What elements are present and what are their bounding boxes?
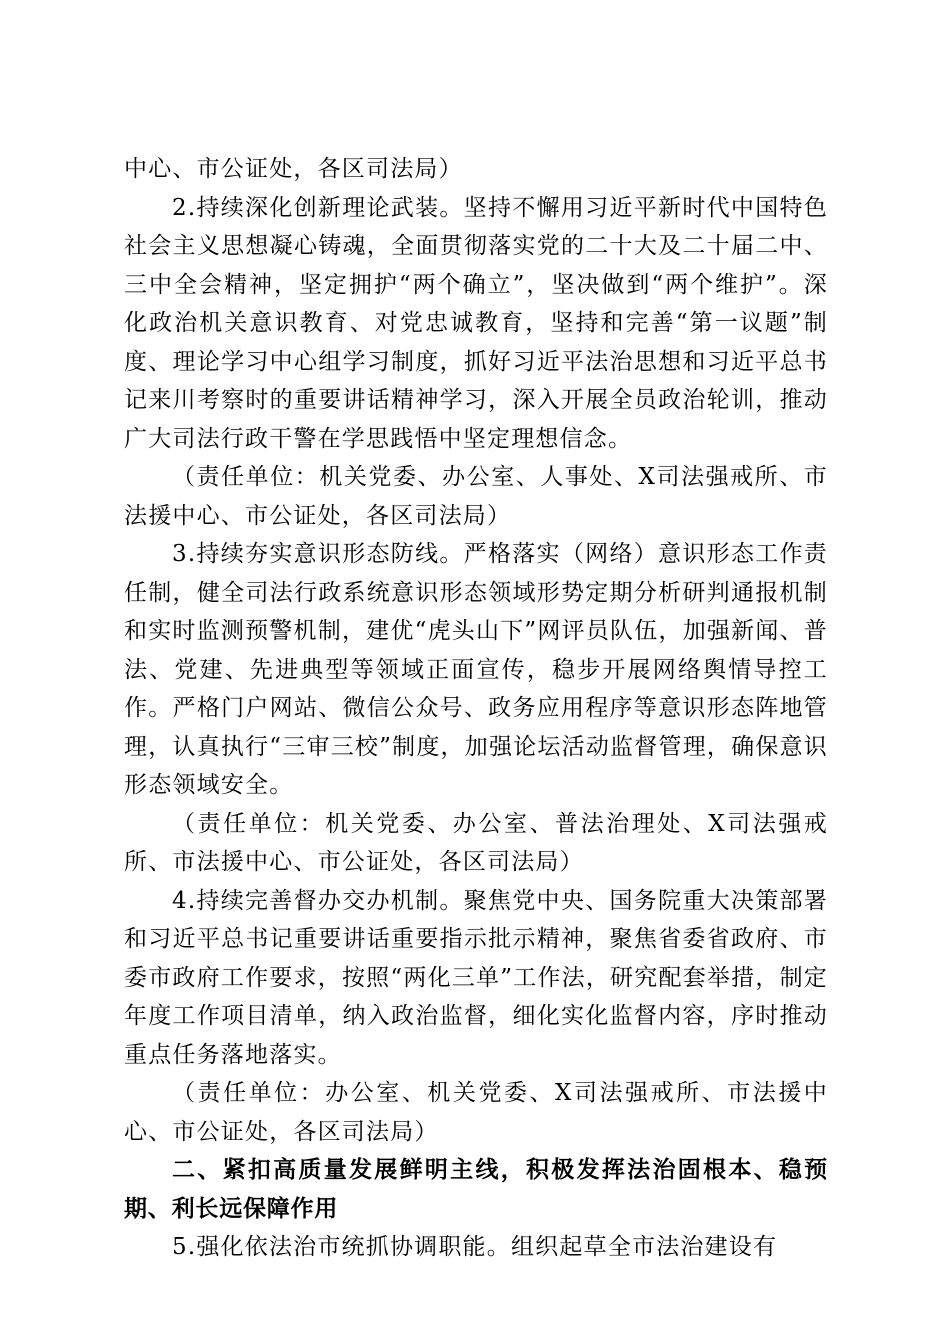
section-heading: 二、紧扣高质量发展鲜明主线，积极发挥法治固根本、稳预期、利长远保障作用 — [124, 1157, 828, 1222]
responsibility-note-3: （责任单位：机关党委、办公室、普法治理处、X司法强戒所、市法援中心、市公证处，各区司法局） — [124, 810, 828, 875]
responsibility-note-2: （责任单位：机关党委、办公室、人事处、X司法强戒所、市法援中心、市公证处，各区司法局） — [124, 464, 828, 529]
item-paragraph-2: 2.持续深化创新理论武装。坚持不懈用习近平新时代中国特色社会主义思想凝心铸魂，全面贯彻落实党的二十大及二十届二中、三中全会精神，坚定拥护“两个确立”，坚决做到“两个维护”。深化政治机关意识教育、对党忠诚教育，坚持和完善“第一议题”制度、理论学习中心组学习制度，抓好习近平法治思想和习近平总书记来川考察时的重要讲话精神学习，深入开展全员政治轮训，推动广大司法行政干警在学思践悟中坚定理想信念。 — [124, 194, 828, 452]
continuation-paragraph: 中心、市公证处，各区司法局） — [124, 156, 463, 182]
item-paragraph-3: 3.持续夯实意识形态防线。严格落实（网络）意识形态工作责任制，健全司法行政系统意识形态领域形势定期分析研判通报机制和实时监测预警机制，建优“虎头山下”网评员队伍，加强新闻、普法、党建、先进典型等领域正面宣传，稳步开展网络舆情导控工作。严格门户网站、微信公众号、政务应用程序等意识形态阵地管理，认真执行“三审三校”制度，加强论坛活动监督管理，确保意识形态领域安全。 — [124, 541, 828, 798]
item-paragraph-5: 5.强化依法治市统抓协调职能。组织起草全市法治建设有 — [172, 1234, 778, 1260]
document-body — [124, 150, 828, 1267]
item-paragraph-4: 4.持续完善督办交办机制。聚焦党中央、国务院重大决策部署和习近平总书记重要讲话重要指示批示精神，聚焦省委省政府、市委市政府工作要求，按照“两化三单”工作法，研究配套举措，制定年度工作项目清单，纳入政治监督，细化实化监督内容，序时推动重点任务落地落实。 — [124, 887, 828, 1068]
responsibility-note-4: （责任单位：办公室、机关党委、X司法强戒所、市法援中心、市公证处，各区司法局） — [124, 1080, 828, 1145]
